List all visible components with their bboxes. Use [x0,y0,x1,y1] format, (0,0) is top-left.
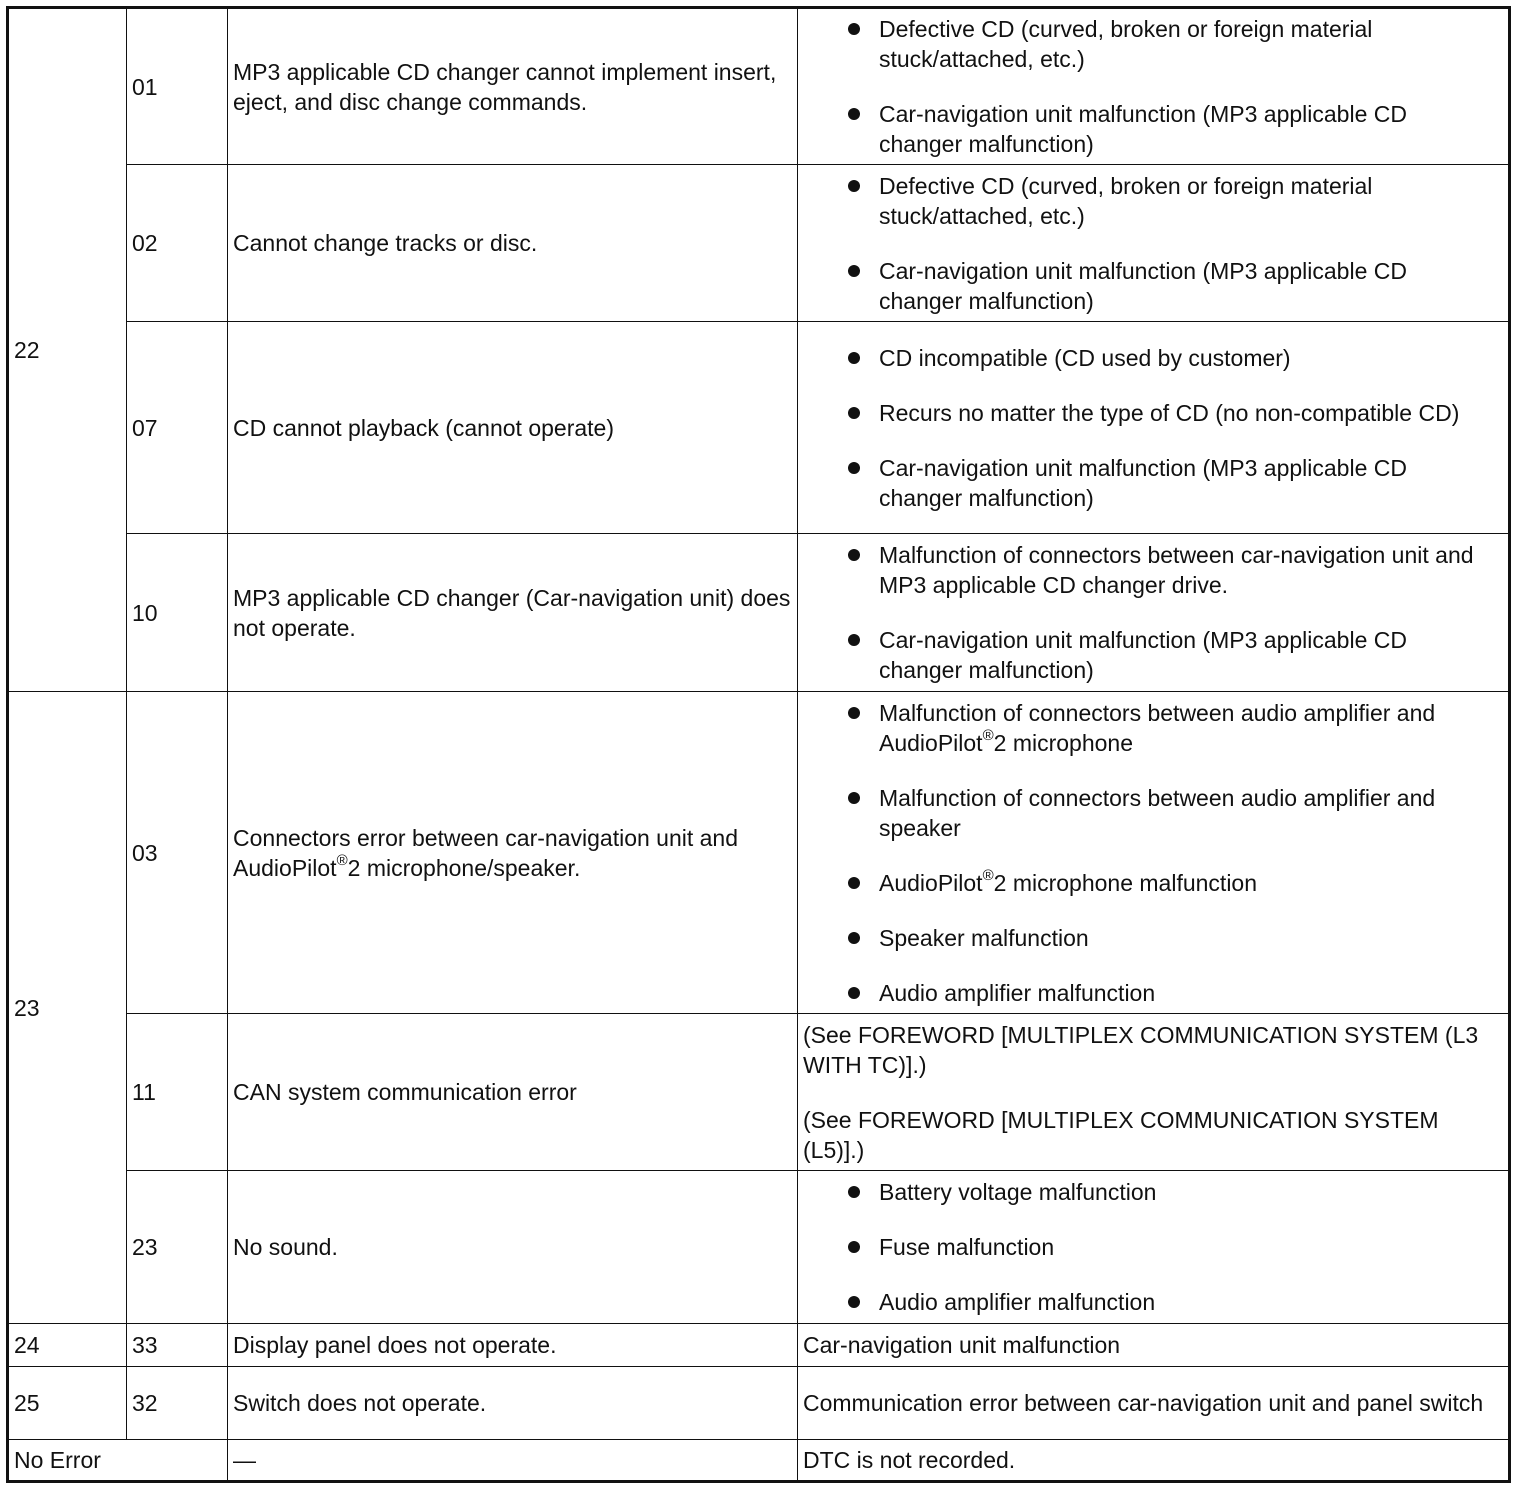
cause-list [803,14,1503,159]
list-item: Malfunction of connectors between audio amplifier and speaker [803,783,1503,843]
sub-code: 23 [132,1234,158,1260]
list-item: AudioPilot®2 microphone malfunction [803,868,1503,898]
cause-cell [798,1440,1510,1482]
sub-code: 02 [132,230,158,256]
sub-code-cell [127,534,228,692]
bullet-icon [848,108,860,120]
dtc-code-cell [8,1324,127,1367]
cause-text: DTC is not recorded. [803,1447,1016,1473]
sub-code-cell [127,165,228,322]
bullet-icon [848,634,860,646]
dtc-code: 23 [14,994,40,1021]
list-item: Car-navigation unit malfunction (MP3 applicable CD changer malfunction) [803,99,1503,159]
sub-code-cell [127,692,228,1014]
list-item: Car-navigation unit malfunction (MP3 applicable CD changer malfunction) [803,256,1503,316]
foreword-reference: (See FOREWORD [MULTIPLEX COMMUNICATION SYSTEM (L5)].) [803,1106,1439,1163]
cause-cell [798,322,1510,534]
registered-mark: ® [982,726,994,744]
sub-code: 03 [132,839,158,866]
dtc-code: 25 [14,1390,40,1416]
table-row [8,1440,1510,1482]
symptom-text: MP3 applicable CD changer (Car-navigation unit) does not operate. [233,584,791,641]
symptom-text: No sound. [233,1234,338,1260]
cause-list [803,343,1503,513]
cause-cell [798,534,1510,692]
table-row [8,1367,1510,1440]
bullet-icon [848,792,860,804]
bullet-icon [848,877,860,889]
dtc-code-cell [8,8,127,692]
sub-code: 10 [132,599,158,626]
table-row [8,1324,1510,1367]
cause-cell [798,1171,1510,1324]
bullet-icon [848,987,860,999]
sub-code-cell [127,322,228,534]
list-item: Defective CD (curved, broken or foreign material stuck/attached, etc.) [803,14,1503,74]
bullet-icon [848,549,860,561]
table-row [8,534,1510,692]
symptom-text: Display panel does not operate. [233,1332,557,1358]
cause-cell [798,1324,1510,1367]
bullet-icon [848,23,860,35]
symptom-cell [228,1440,798,1482]
symptom-cell [228,165,798,322]
list-item: Fuse malfunction [803,1232,1503,1262]
dtc-code-cell [8,1367,127,1440]
list-item: Audio amplifier malfunction [803,1287,1503,1317]
list-item: Audio amplifier malfunction [803,978,1503,1008]
cause-list [803,698,1503,1008]
cause-list [803,171,1503,316]
list-item: Malfunction of connectors between car-navigation unit and MP3 applicable CD changer drive. [803,540,1503,600]
dtc-code: 22 [14,337,40,363]
cause-text: Car-navigation unit malfunction [803,1332,1121,1358]
cause-text: Communication error between car-navigation unit and panel switch [803,1390,1484,1416]
sub-code: 32 [132,1390,158,1416]
sub-code: 07 [132,414,158,441]
dtc-code: 24 [14,1332,40,1358]
dtc-code-cell [8,1440,228,1482]
cause-list [803,540,1503,685]
symptom-text: — [233,1447,256,1473]
symptom-text: MP3 applicable CD changer cannot implement insert, eject, and disc change commands. [233,58,777,115]
sub-code-cell [127,1171,228,1324]
table-row [8,322,1510,534]
list-item: Battery voltage malfunction [803,1177,1503,1207]
sub-code: 01 [132,73,158,100]
cause-list [803,1177,1503,1317]
list-item: Car-navigation unit malfunction (MP3 applicable CD changer malfunction) [803,625,1503,685]
cause-cell [798,165,1510,322]
list-item: Speaker malfunction [803,923,1503,953]
table-row [8,165,1510,322]
sub-code-cell [127,1324,228,1367]
cause-cell [798,1367,1510,1440]
foreword-reference: (See FOREWORD [MULTIPLEX COMMUNICATION SYSTEM (L3 WITH TC)].) [803,1021,1479,1078]
cause-cell [798,692,1510,1014]
bullet-icon [848,707,860,719]
sub-code-cell [127,1014,228,1171]
cause-cell [798,1014,1510,1171]
bullet-icon [848,462,860,474]
symptom-text: Switch does not operate. [233,1390,487,1416]
symptom-cell [228,692,798,1014]
symptom-cell [228,1324,798,1367]
list-item: Defective CD (curved, broken or foreign material stuck/attached, etc.) [803,171,1503,231]
symptom-text: Connectors error between car-navigation unit and AudioPilot®2 microphone/speaker. [233,824,739,881]
registered-mark: ® [336,851,348,869]
bullet-icon [848,932,860,944]
symptom-cell [228,322,798,534]
symptom-text: CD cannot playback (cannot operate) [233,414,614,441]
dtc-code: No Error [14,1447,101,1473]
list-item: CD incompatible (CD used by customer) [803,343,1503,373]
sub-code-cell [127,8,228,165]
table-row [8,1171,1510,1324]
symptom-cell [228,534,798,692]
symptom-text: Cannot change tracks or disc. [233,230,538,256]
symptom-cell [228,1171,798,1324]
dtc-table [6,6,1511,1483]
bullet-icon [848,1296,860,1308]
bullet-icon [848,407,860,419]
list-item: Recurs no matter the type of CD (no non-compatible CD) [803,398,1503,428]
bullet-icon [848,1186,860,1198]
bullet-icon [848,1241,860,1253]
table-row [8,692,1510,1014]
sub-code: 33 [132,1332,158,1358]
table-row [8,1014,1510,1171]
bullet-icon [848,265,860,277]
dtc-code-cell [8,692,127,1324]
sub-code: 11 [132,1079,156,1105]
table-row [8,8,1510,165]
symptom-cell [228,8,798,165]
bullet-icon [848,180,860,192]
cause-cell [798,8,1510,165]
sub-code-cell [127,1367,228,1440]
bullet-icon [848,352,860,364]
list-item: Malfunction of connectors between audio amplifier and AudioPilot®2 microphone [803,698,1503,758]
symptom-text: CAN system communication error [233,1079,577,1105]
registered-mark: ® [982,866,994,884]
list-item: Car-navigation unit malfunction (MP3 applicable CD changer malfunction) [803,453,1503,513]
symptom-cell [228,1014,798,1171]
symptom-cell [228,1367,798,1440]
